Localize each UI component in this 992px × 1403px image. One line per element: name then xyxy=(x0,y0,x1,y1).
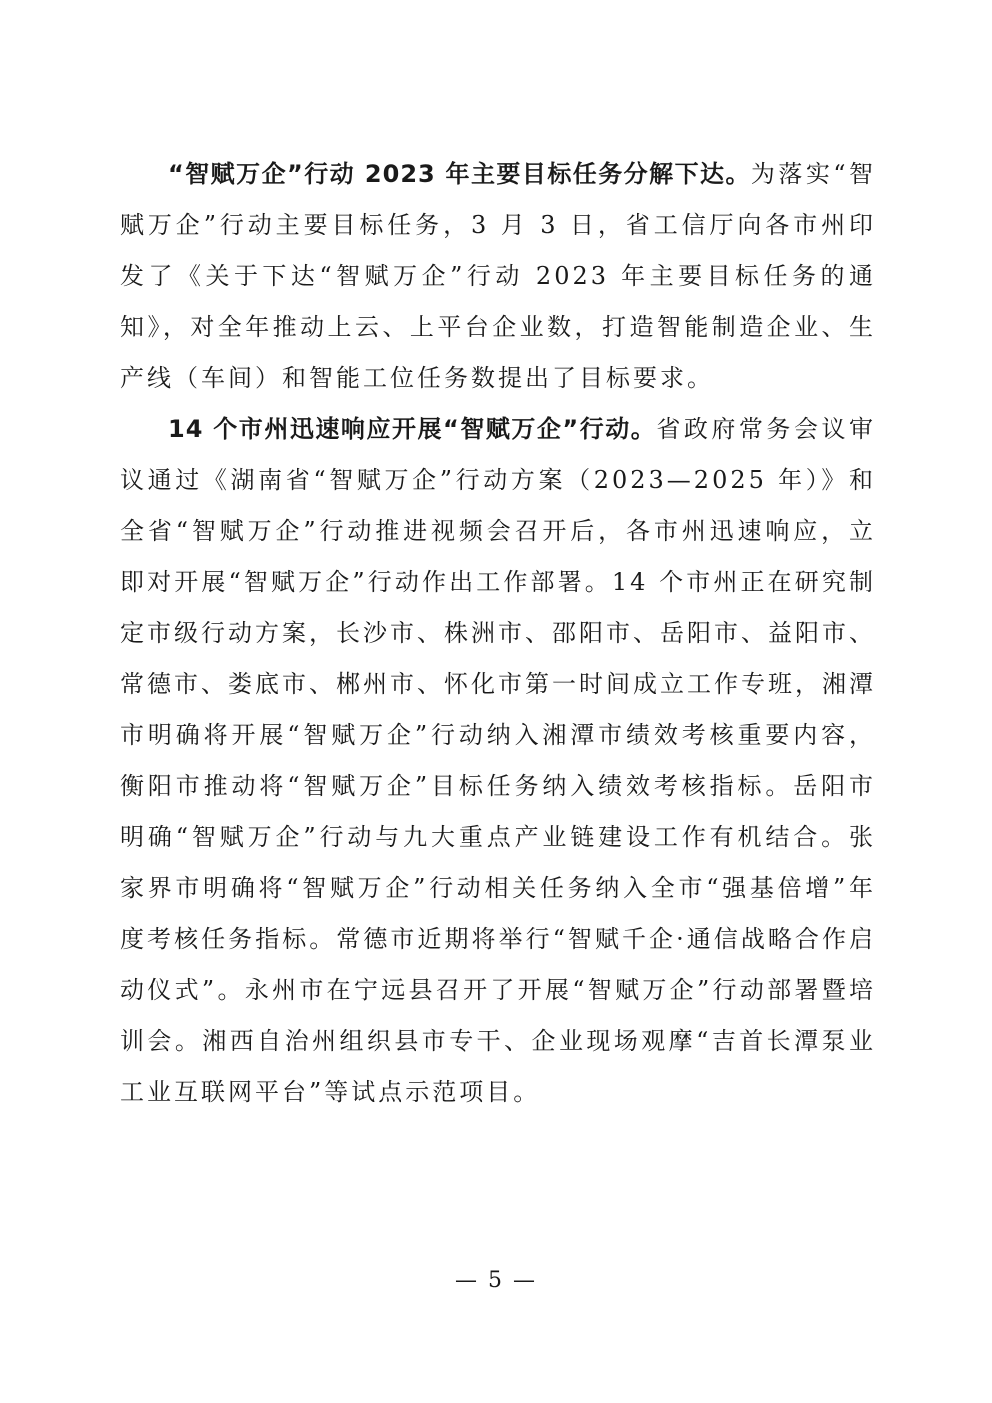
document-body xyxy=(120,149,876,1118)
paragraph-target-tasks xyxy=(120,149,876,404)
paragraph-body-text: 为落实“智赋万企”行动主要目标任务，3 月 3 日，省工信厅向各市州印发了《关于下达“智赋万企”行动 2023 年主要目标任务的通知》，对全年推动上云、上平台企业数，打造智能制造企业、生产线（车间）和智能工位任务数提出了目标要求。 xyxy=(120,160,876,392)
paragraph-lead-heading: 14 个市州迅速响应开展“智赋万企”行动。 xyxy=(168,415,657,443)
page-number: — 5 — xyxy=(455,1268,537,1293)
paragraph-city-response xyxy=(120,404,876,1118)
paragraph-lead-heading: “智赋万企”行动 2023 年主要目标任务分解下达。 xyxy=(168,160,751,188)
paragraph-body-text: 省政府常务会议审议通过《湖南省“智赋万企”行动方案（2023—2025 年）》和全省“智赋万企”行动推进视频会召开后，各市州迅速响应，立即对开展“智赋万企”行动作出工作部署。14 个市州正在研究制定市级行动方案，长沙市、株洲市、邵阳市、岳阳市、益阳市、常德市、娄底市、郴州市、怀化市第一时间成立工作专班，湘潭市明确将开展“智赋万企”行动纳入湘潭市绩效考核重要内容，衡阳市推动将“智赋万企”目标任务纳入绩效考核指标。岳阳市明确“智赋万企”行动与九大重点产业链建设工作有机结合。张家界市明确将“智赋万企”行动相关任务纳入全市“强基倍增”年度考核任务指标。常德市近期将举行“智赋千企·通信战略合作启动仪式”。永州市在宁远县召开了开展“智赋万企”行动部署暨培训会。湘西自治州组织县市专干、企业现场观摩“吉首长潭泵业工业互联网平台”等试点示范项目。 xyxy=(120,415,876,1106)
